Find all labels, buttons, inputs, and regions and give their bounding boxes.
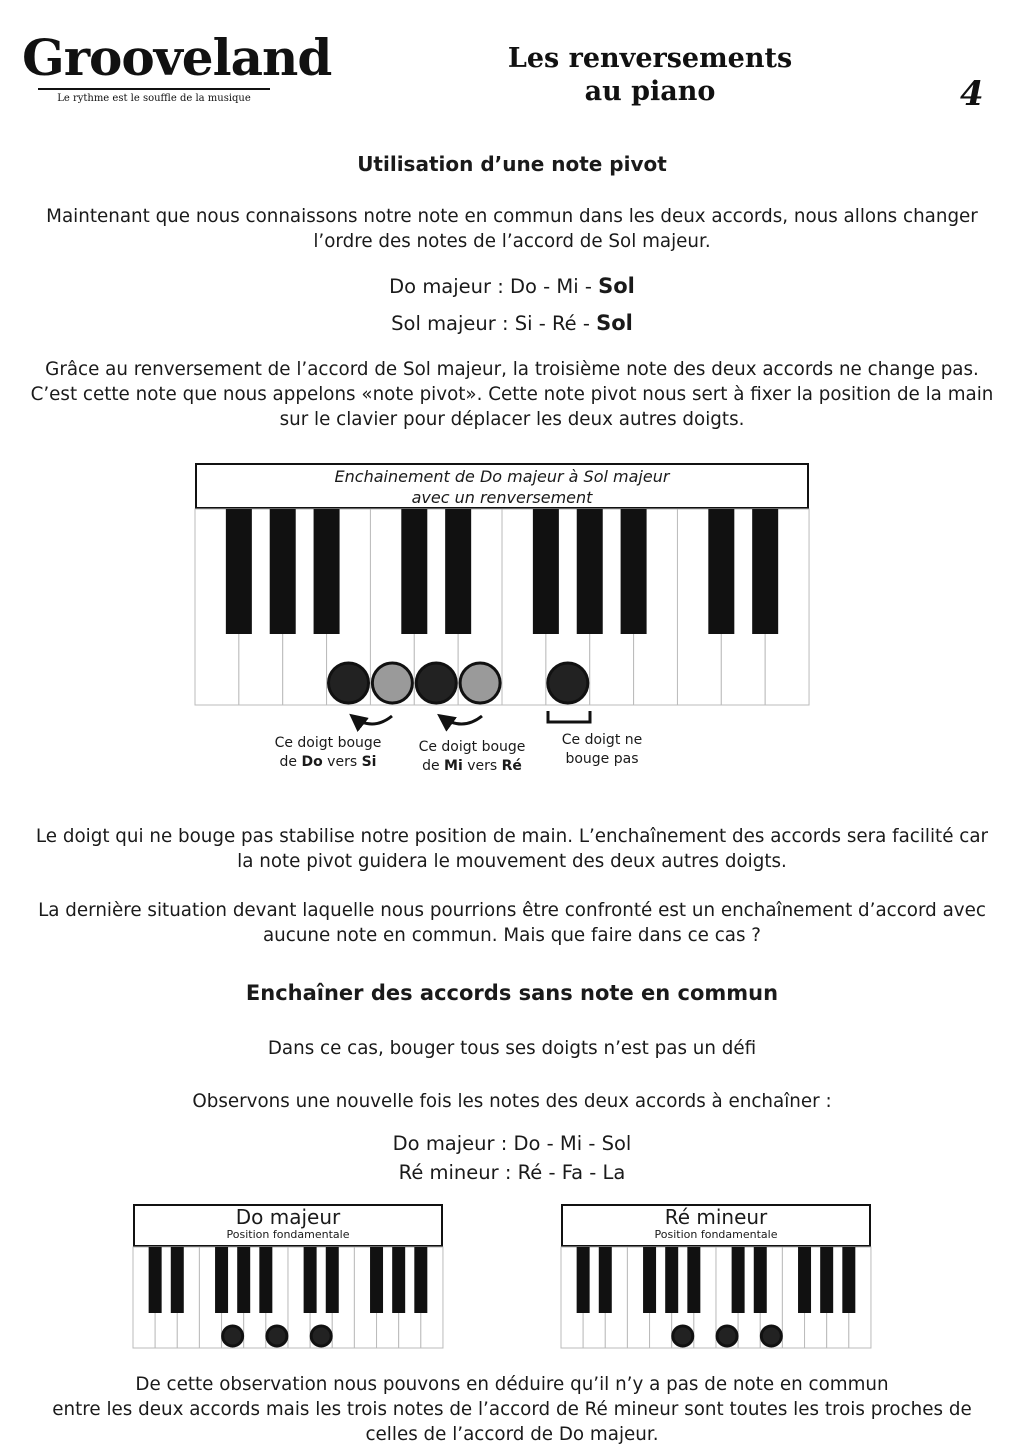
black-key (577, 1247, 590, 1313)
last-situation-line-2: aucune note en commun. Mais que faire dans ce cas ? (262, 925, 762, 946)
black-key (687, 1247, 700, 1313)
stability-line-2: la note pivot guidera le mouvement des deux autres doigts. (237, 851, 787, 872)
caption-line: de Do vers Si (279, 754, 377, 770)
page-number: 4 (960, 74, 984, 114)
chord-notes: Do majeur : Do - Mi - (389, 275, 599, 298)
conclusion-paragraph (0, 1372, 1024, 1447)
pivot-line-3: sur le clavier pour déplacer les deux autres doigts. (279, 409, 745, 430)
black-key (643, 1247, 656, 1313)
section-heading-no-common-note: Enchaîner des accords sans note en commun (245, 981, 779, 1005)
diagram-title-line-1: Enchainement de Do majeur à Sol majeur (334, 467, 670, 486)
conclusion-line-2: entre les deux accords mais les trois notes de l’accord de Ré mineur sont toutes les trois proches de (52, 1399, 972, 1420)
black-key (599, 1247, 612, 1313)
re-mineur-subtitle: Position fondamentale (654, 1228, 778, 1241)
black-key (842, 1247, 855, 1313)
black-key (665, 1247, 678, 1313)
diagram-title-line-2: avec un renversement (411, 488, 593, 507)
intro-line-2: l’ordre des notes de l’accord de Sol majeur. (313, 231, 711, 252)
title-line-1: Les renversements (507, 43, 793, 74)
caption-line: Ce doigt bouge (274, 735, 382, 751)
tagline: Le rythme est le souffle de la musique (57, 93, 251, 104)
do-majeur-title: Do majeur (235, 1205, 341, 1229)
caption-line: bouge pas (565, 751, 639, 767)
logo: Grooveland (22, 28, 332, 87)
black-key (798, 1247, 811, 1313)
chord-line-do-majeur-2: Do majeur : Do - Mi - Sol (392, 1132, 632, 1155)
black-key (754, 1247, 767, 1313)
finger-dot (717, 1326, 737, 1346)
title-line-2: au piano (584, 76, 716, 107)
finger-dot (761, 1326, 781, 1346)
pivot-line-1: Grâce au renversement de l’accord de Sol majeur, la troisième note des deux accords ne change pas. (45, 359, 979, 380)
finger-dot (673, 1326, 693, 1346)
conclusion-line-3: celles de l’accord de Do majeur. (365, 1424, 659, 1445)
black-key (820, 1247, 833, 1313)
pivot-note: Sol (598, 274, 635, 298)
section-heading-pivot: Utilisation d’une note pivot (357, 152, 667, 176)
caption-line: de Mi vers Ré (422, 758, 522, 774)
chord-notes: Sol majeur : Si - Ré - (391, 312, 597, 335)
re-mineur-title: Ré mineur (664, 1205, 768, 1229)
do-majeur-subtitle: Position fondamentale (226, 1228, 350, 1241)
caption-line: Ce doigt bouge (418, 739, 526, 755)
pivot-note: Sol (596, 311, 633, 335)
section2-line-2: Observons une nouvelle fois les notes des deux accords à enchaîner : (192, 1091, 832, 1112)
caption-line: Ce doigt ne (561, 732, 643, 748)
conclusion-line-1: De cette observation nous pouvons en déduire qu’il n’y a pas de note en commun (135, 1374, 889, 1395)
stability-line-1: Le doigt qui ne bouge pas stabilise notre position de main. L’enchaînement des accords sera facilité car (35, 826, 989, 847)
chord-line-re-mineur: Ré mineur : Ré - Fa - La (398, 1161, 626, 1184)
intro-line-1: Maintenant que nous connaissons notre note en commun dans les deux accords, nous allons changer (46, 206, 978, 227)
section2-line-1: Dans ce cas, bouger tous ses doigts n’est pas un défi (267, 1038, 757, 1059)
black-key (732, 1247, 745, 1313)
pivot-line-2: C’est cette note que nous appelons «note pivot». Cette note pivot nous sert à fixer la position de la main (30, 384, 994, 405)
last-situation-line-1: La dernière situation devant laquelle nous pourrions être confronté est un enchaînement d’accord avec (38, 900, 986, 921)
